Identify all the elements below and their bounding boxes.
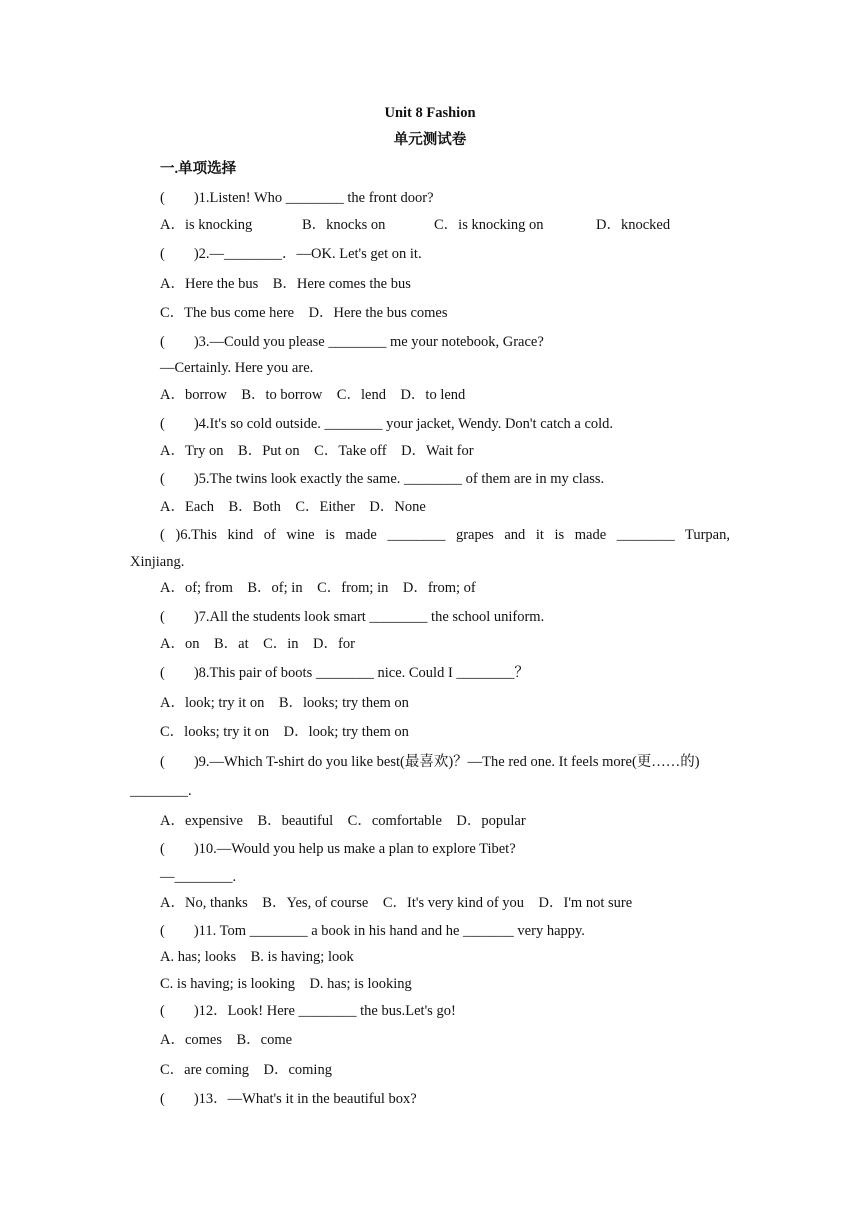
question-9-stem: ( )9.—Which T-shirt do you like best(最喜欢)？—The red one. It feels more(更……的) (160, 754, 700, 770)
question-3-options: A．borrow B．to borrow C．lend D．to lend (160, 387, 466, 403)
question-2-stem: ( )2.—________．—OK. Let's get on it. (160, 246, 422, 262)
question-5-stem: ( )5.The twins look exactly the same. ________ of them are in my class. (160, 471, 605, 487)
question-7-options: A．on B．at C．in D．for (160, 636, 355, 652)
question-2-options-row2: C．The bus come here D．Here the bus comes (160, 305, 448, 321)
question-4-stem: ( )4.It's so cold outside. ________ your jacket, Wendy. Don't catch a cold. (160, 416, 614, 432)
question-11-options-row2: C. is having; is looking D. has; is looking (160, 976, 412, 992)
question-3-stem-reply: —Certainly. Here you are. (160, 360, 314, 376)
question-10-options: A．No, thanks B．Yes, of course C．It's very kind of you D．I'm not sure (160, 895, 633, 911)
question-6-options: A．of; from B．of; in C．from; in D．from; of (160, 580, 476, 596)
question-12-options-row1: A．comes B．come (160, 1032, 293, 1048)
question-4-options: A．Try on B．Put on C．Take off D．Wait for (160, 443, 474, 459)
question-8-options-row2: C．looks; try it on D．look; try them on (160, 724, 409, 740)
question-1-option-c: C．is knocking on (434, 217, 544, 233)
question-11-stem: ( )11. Tom ________ a book in his hand and he _______ very happy. (160, 923, 585, 939)
question-8-options-row1: A．look; try it on B．looks; try them on (160, 695, 409, 711)
question-6-stem: ( )6.This kind of wine is made ________ grapes and it is made ________ Turpan, (160, 527, 730, 543)
question-8-stem: ( )8.This pair of boots ________ nice. Could I ________？ (160, 665, 529, 681)
question-12-stem: ( )12．Look! Here ________ the bus.Let's go! (160, 1003, 456, 1019)
question-10-stem-reply: —________. (160, 869, 237, 885)
question-9-stem-continued: ________. (130, 783, 192, 799)
question-2-options-row1: A．Here the bus B．Here comes the bus (160, 276, 411, 292)
page-subtitle: 单元测试卷 (393, 132, 467, 148)
question-6-stem-continued: Xinjiang. (130, 554, 185, 570)
question-1-option-b: B．knocks on (302, 217, 386, 233)
question-1-option-d: D．knocked (596, 217, 671, 233)
question-1-stem: ( )1.Listen! Who ________ the front door? (160, 190, 434, 206)
question-3-stem: ( )3.—Could you please ________ me your notebook, Grace? (160, 334, 544, 350)
page-title: Unit 8 Fashion (384, 105, 476, 121)
question-12-options-row2: C．are coming D．coming (160, 1062, 332, 1078)
question-11-options-row1: A. has; looks B. is having; look (160, 949, 354, 965)
question-1-option-a: A．is knocking (160, 217, 253, 233)
question-13-stem: ( )13．—What's it in the beautiful box? (160, 1091, 417, 1107)
question-5-options: A．Each B．Both C．Either D．None (160, 499, 426, 515)
question-10-stem: ( )10.—Would you help us make a plan to explore Tibet? (160, 841, 516, 857)
section-heading: 一.单项选择 (160, 161, 237, 177)
question-9-options: A．expensive B．beautiful C．comfortable D．popular (160, 813, 526, 829)
question-7-stem: ( )7.All the students look smart ________ the school uniform. (160, 609, 545, 625)
